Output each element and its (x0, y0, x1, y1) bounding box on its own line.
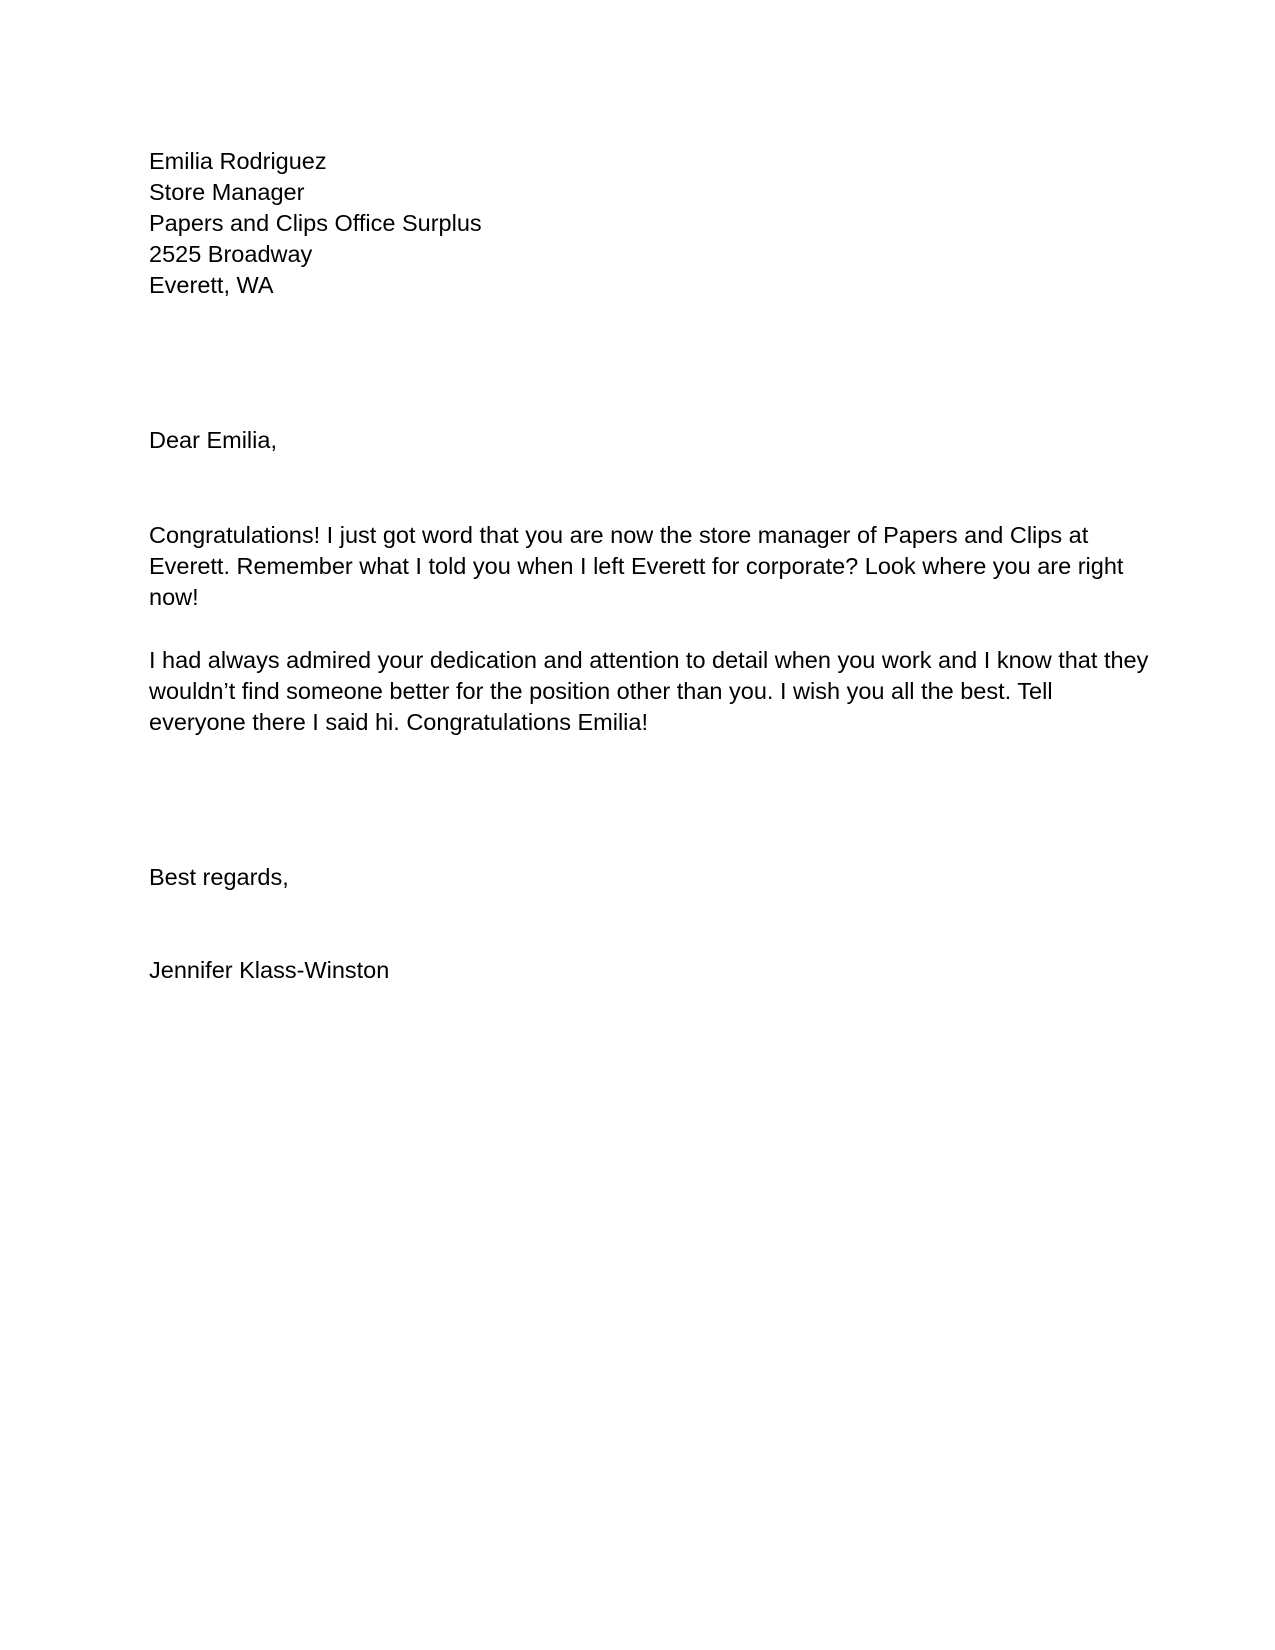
paragraph-line: Congratulations! I just got word that you are now the store manager of Papers and Clips at (149, 522, 1089, 548)
salutation: Dear Emilia, (149, 427, 277, 453)
paragraph-line: wouldn’t find someone better for the position other than you. I wish you all the best. Tell (149, 678, 1053, 704)
body-paragraph-2 (149, 645, 1149, 738)
signature-name: Jennifer Klass-Winston (149, 957, 390, 983)
paragraph-line: everyone there I said hi. Congratulations Emilia! (149, 709, 648, 735)
recipient-address (149, 146, 1129, 301)
recipient-city: Everett, WA (149, 272, 274, 298)
recipient-street: 2525 Broadway (149, 241, 313, 267)
recipient-name: Emilia Rodriguez (149, 148, 327, 174)
paragraph-line: Everett. Remember what I told you when I left Everett for corporate? Look where you are right (149, 553, 1124, 579)
closing: Best regards, (149, 864, 289, 890)
paragraph-line: now! (149, 584, 199, 610)
paragraph-line: I had always admired your dedication and attention to detail when you work and I know that they (149, 647, 1149, 673)
recipient-title: Store Manager (149, 179, 305, 205)
body-paragraph-1 (149, 520, 1129, 613)
recipient-company: Papers and Clips Office Surplus (149, 210, 482, 236)
